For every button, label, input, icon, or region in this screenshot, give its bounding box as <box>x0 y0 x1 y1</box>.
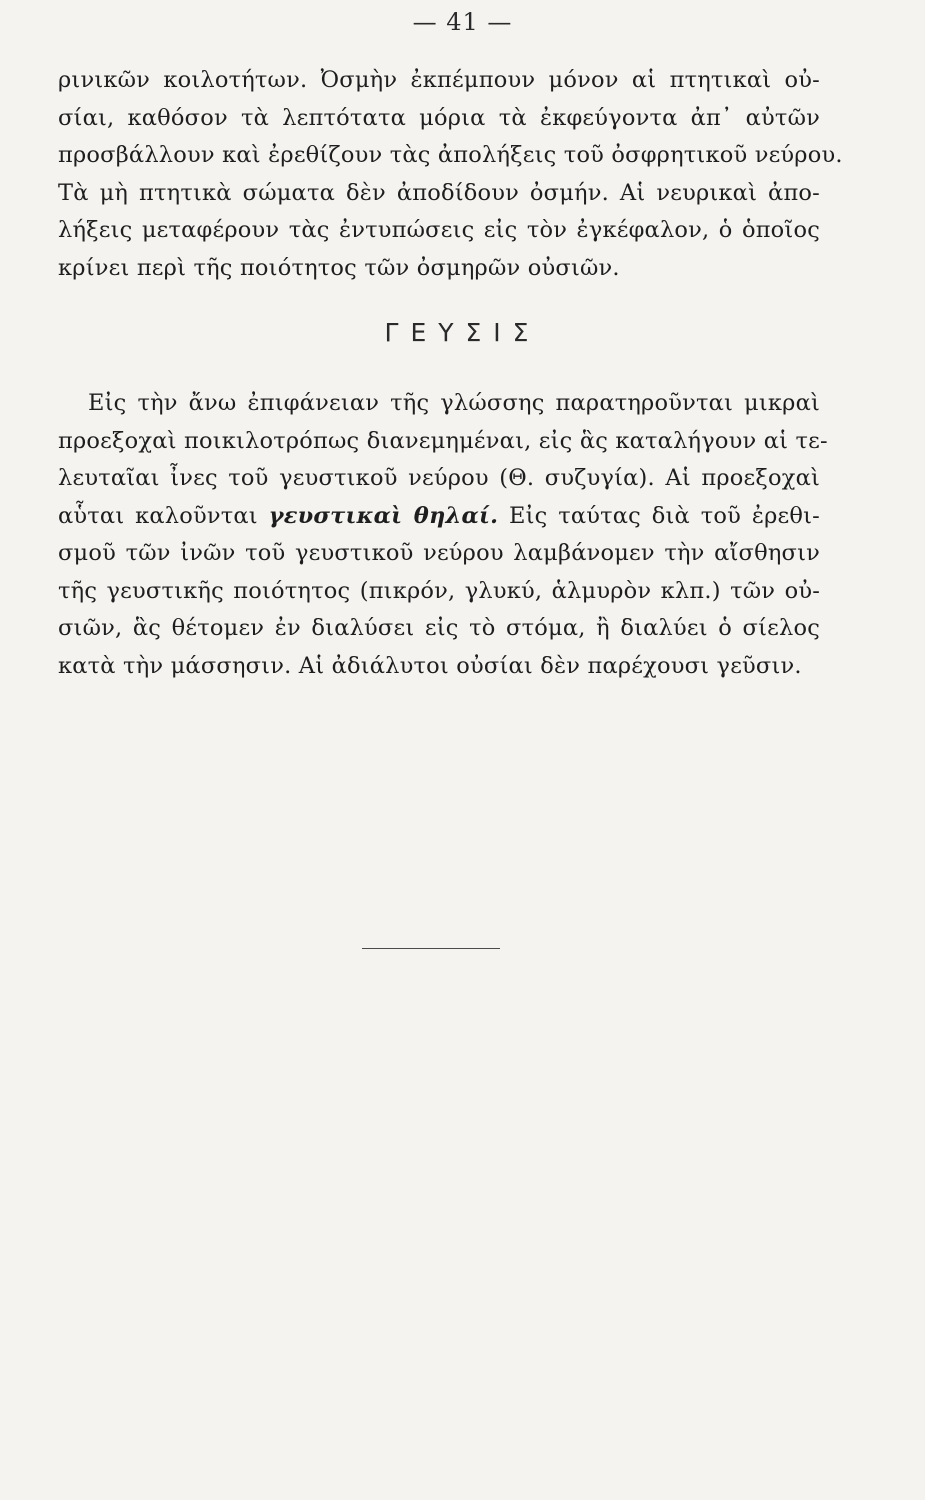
text-line: τῆς γευστικῆς ποιότητος (πικρόν, γλυκύ, ἁλμυρὸν κλπ.) τῶν οὐ- <box>58 577 820 604</box>
text-line: προεξοχαὶ ποικιλοτρόπως διανεμημέναι, εἰς ἃς καταλήγουν αἱ τε- <box>58 427 828 454</box>
text-line: ρινικῶν κοιλοτήτων. Ὀσμὴν ἐκπέμπουν μόνον αἱ πτητικαὶ οὐ- <box>58 67 820 93</box>
text-line: σιῶν, ἃς θέτομεν ἐν διαλύσει εἰς τὸ στόμα, ἢ διαλύει ὁ σίελος <box>58 615 820 641</box>
text-line: σίαι, καθόσον τὰ λεπτότατα μόρια τὰ ἐκφεύγοντα ἀπ᾿ αὐτῶν <box>58 104 820 131</box>
text-line: σμοῦ τῶν ἰνῶν τοῦ γευστικοῦ νεύρου λαμβάνομεν τὴν αἴσθησιν <box>58 540 820 566</box>
text-line: κρίνει περὶ τῆς ποιότητος τῶν ὀσμηρῶν οὐσιῶν. <box>58 254 620 281</box>
section-divider <box>362 948 500 949</box>
section-heading: ΓΕΥΣΙΣ <box>384 318 541 347</box>
text-line: λήξεις μεταφέρουν τὰς ἐντυπώσεις εἰς τὸν ἐγκέφαλον, ὁ ὁποῖος <box>58 217 820 243</box>
emphasized-term: γευστικαὶ θηλαί. <box>268 502 499 529</box>
paragraph-smell-continued <box>58 62 843 287</box>
page-number: — 41 — <box>412 8 513 36</box>
line-segment: Εἰς ταύτας διὰ τοῦ ἐρεθι- <box>498 502 820 529</box>
text-line <box>58 498 820 536</box>
text-line: κατὰ τὴν μάσσησιν. Αἱ ἀδιάλυτοι οὐσίαι δὲν παρέχουσι γεῦσιν. <box>58 652 802 679</box>
text-line: λευταῖαι ἶνες τοῦ γευστικοῦ νεύρου (Θ. συζυγία). Αἱ προεξοχαὶ <box>58 465 820 491</box>
text-line: Εἰς τὴν ἄνω ἐπιφάνειαν τῆς γλώσσης παρατηροῦνται μικραὶ <box>88 390 820 416</box>
paragraph-taste <box>58 385 828 685</box>
text-line: Τὰ μὴ πτητικὰ σώματα δὲν ἀποδίδουν ὀσμήν. Αἱ νευρικαὶ ἀπο- <box>58 179 820 206</box>
line-segment: αὗται καλοῦνται <box>58 502 269 529</box>
text-line: προσβάλλουν καὶ ἐρεθίζουν τὰς ἀπολήξεις τοῦ ὀσφρητικοῦ νεύρου. <box>58 142 843 168</box>
